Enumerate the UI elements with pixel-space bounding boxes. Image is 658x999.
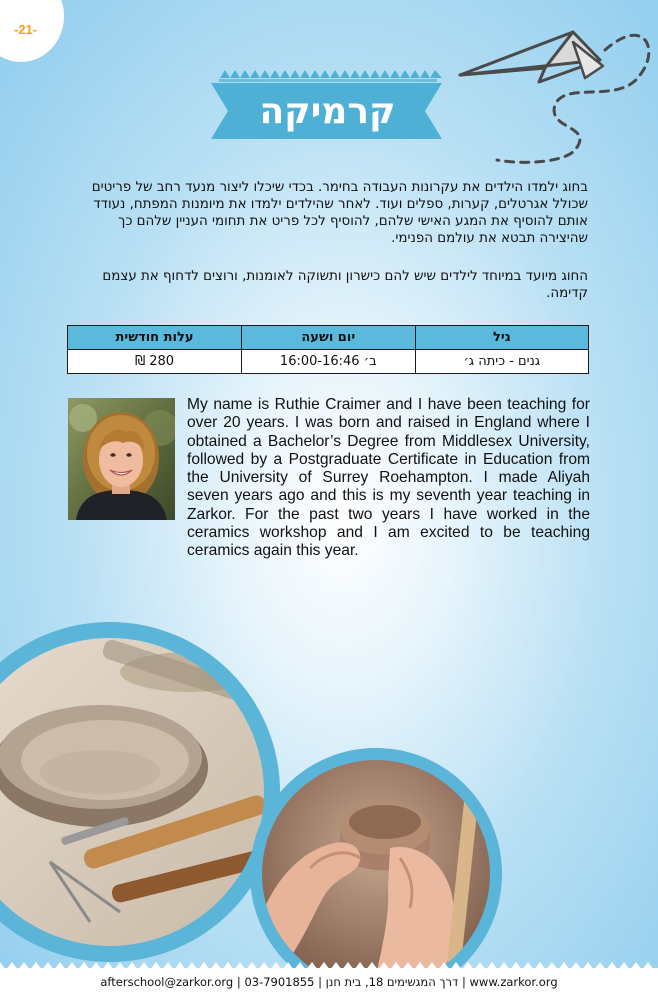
ceramic-bowl-illustration — [0, 622, 280, 962]
schedule-header-row — [68, 326, 589, 350]
schedule-table — [67, 325, 589, 374]
footer-contact: afterschool@zarkor.org | דרך המגשימים 18, בית חנן | 03-7901855 | www.zarkor.org — [100, 975, 558, 989]
intro-paragraph-1: בחוג ילמדו הילדים את עקרונות העבודה בחימר. בכדי שיכלו ליצור מנעד רחב של פריטים שכולל אגרטלים, קערות, ספלים ועוד. לאחר שהילדים ילמדו את מיומנות המפתח, נעודד אותם להוסיף את המגע האישי שלהם, להוסיף לכל פריט את תחומי העניין שלהם כך שהיצירה תבטא את עולמם הפנימי. — [91, 180, 588, 246]
page-title: קרמיקה — [259, 91, 396, 132]
title-ribbon-edge — [220, 70, 442, 78]
page-number: -21- — [14, 22, 38, 37]
intro-paragraph-2: החוג מיועד במיוחד לילדים שיש להם כישרון ותשוקה לאומנות, ורוצים לדחוף את עצמם קדימה. — [102, 269, 588, 301]
table-row — [68, 350, 589, 374]
ceramic-bowl-photo — [0, 622, 280, 962]
cell-day-time: ב׳ 16:00-16:46 — [242, 350, 415, 374]
cell-monthly-cost: 280 ₪ — [68, 350, 242, 374]
paper-plane-icon — [455, 20, 655, 170]
cell-age: גנים - כיתה ג׳ — [415, 350, 588, 374]
teacher-bio: My name is Ruthie Craimer and I have been teaching for over 20 years. I was born and raised in England where I obtained a Bachelor’s Degree from Middlesex University, followed by a Postgraduate Certificate in Education from the University of Surrey Roehampton. I made Aliyah seven years ago and this is my seventh year teaching in Zarkor. For the past two years I have worked in the ceramics workshop and I am excited to be teaching ceramics again this year. — [187, 396, 590, 560]
header-age: גיל — [415, 326, 588, 350]
teacher-photo — [68, 398, 175, 520]
header-day-time: יום ושעה — [242, 326, 415, 350]
teacher-portrait-illustration — [68, 398, 175, 520]
header-monthly-cost: עלות חודשית — [68, 326, 242, 350]
